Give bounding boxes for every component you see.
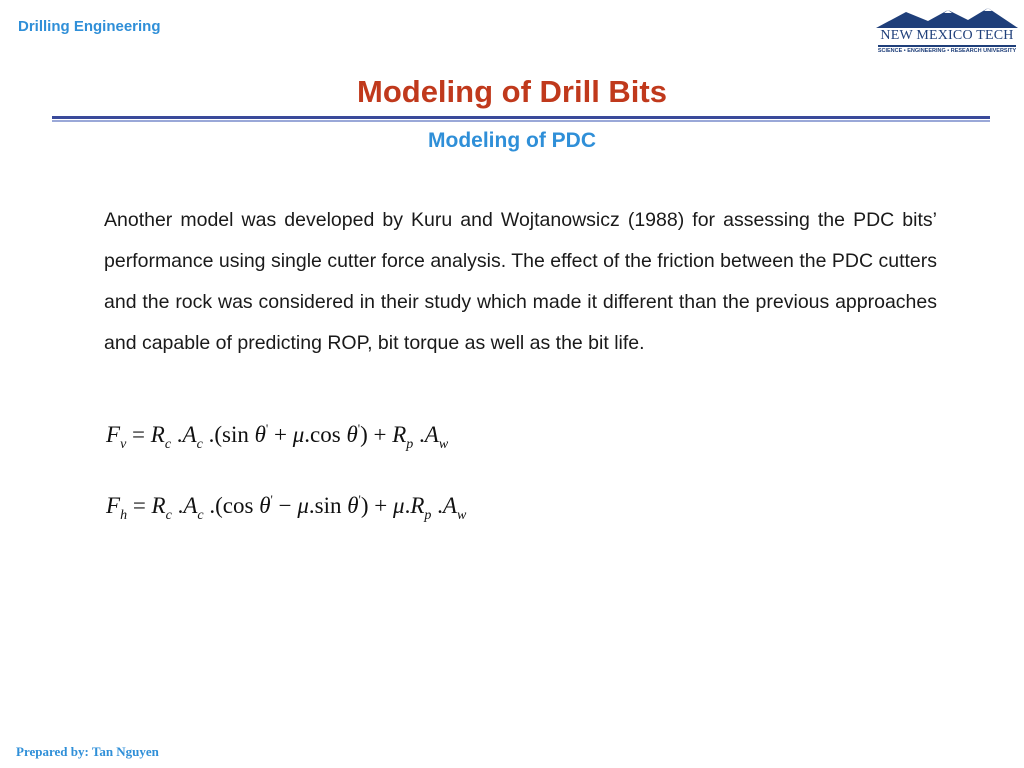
slide-title: Modeling of Drill Bits: [357, 74, 667, 109]
course-label: Drilling Engineering: [18, 18, 161, 35]
title-divider-dark: [52, 116, 990, 119]
title-divider-light: [52, 120, 990, 122]
equation-vertical-force: $F_v = R_c$ $.A_c$ .(sin θ' + μ.cos $\theta') + R_p$ $.A_w$: [106, 421, 449, 452]
footer-prepared-by: Prepared by: Tan Nguyen: [16, 744, 159, 759]
logo-divider: [878, 45, 1016, 47]
mountain-logo-icon: [876, 6, 1018, 30]
slide-subtitle: Modeling of PDC: [428, 129, 596, 152]
equation-horizontal-force: $F_h = R_c$ $.A_c$ .(cos θ' − μ.sin $\theta') + \mu.R_p$ $.A_w$: [106, 492, 467, 523]
new-mexico-tech-logo: [876, 6, 1018, 54]
body-paragraph: Another model was developed by Kuru and Wojtanowsicz (1988) for assessing the PDC bits’ performance using single cutter force analysis. The effect of the friction between the PDC cutters and the rock was considered in their study which made it different than the previous approaches and capable of predicting ROP, bit torque as well as the bit life.: [104, 209, 937, 354]
logo-tagline: SCIENCE • ENGINEERING • RESEARCH UNIVERSITY: [877, 48, 1017, 54]
logo-wordmark: NEW MEXICO TECH: [880, 28, 1014, 43]
